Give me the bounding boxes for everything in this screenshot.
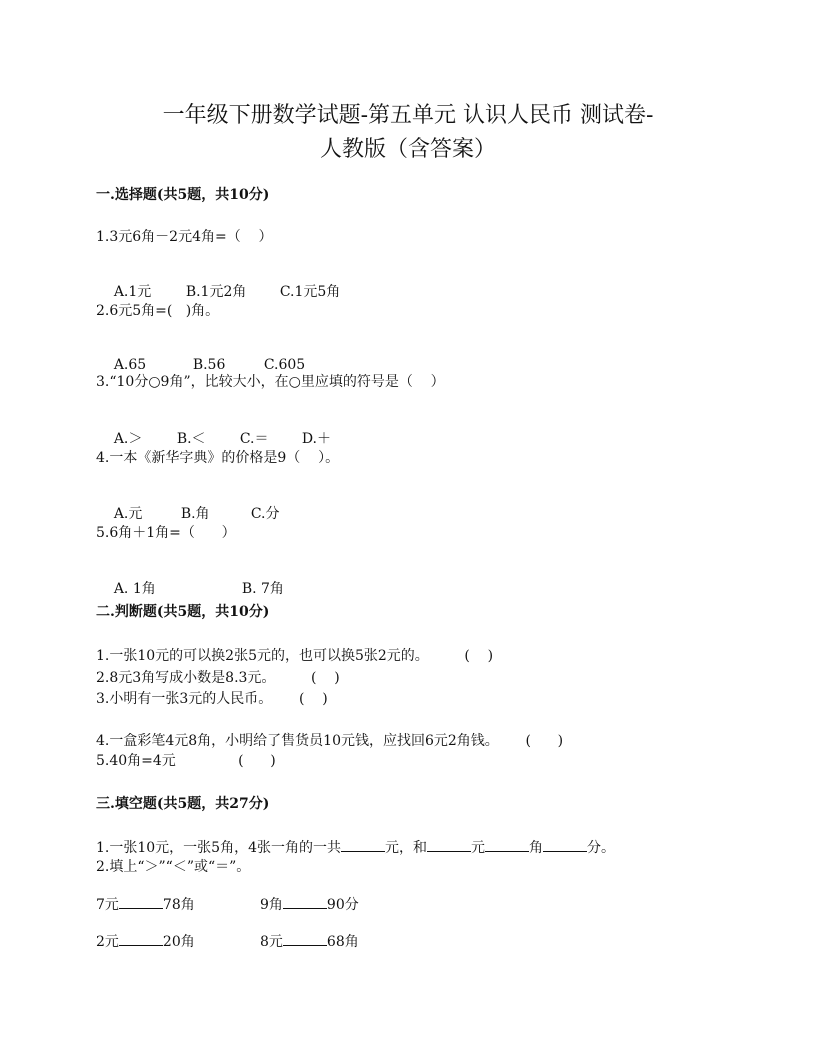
option: C.分 xyxy=(250,506,280,522)
compare-row xyxy=(96,895,359,914)
judgment-item: 4.一盒彩笔4元8角，小明给了售货员10元钱，应找回6元2角钱。 ( ) xyxy=(96,733,564,749)
fill-question xyxy=(96,838,615,857)
option: A.65 xyxy=(113,357,147,373)
question-text: 5.6角＋1角=（ ） xyxy=(96,525,236,541)
page-title-line-1: 一年级下册数学试题-第五单元 认识人民币 测试卷- xyxy=(162,103,654,128)
option: B.角 xyxy=(180,506,210,522)
judgment-item: 5.40角=4元 ( ) xyxy=(96,753,276,769)
judgment-item: 1.一张10元的可以换2张5元的，也可以换5张2元的。 ( ) xyxy=(96,648,494,664)
section-heading-choice: 一.选择题(共5题，共10分) xyxy=(96,187,270,203)
answer-blank xyxy=(543,838,587,852)
option: C.605 xyxy=(263,357,306,373)
answer-blank xyxy=(119,895,163,909)
section-heading-fill-in: 三.填空题(共5题，共27分) xyxy=(96,796,270,812)
answer-blank xyxy=(341,838,385,852)
option: D.＋ xyxy=(301,431,331,447)
question-text: 2.6元5角=( )角。 xyxy=(96,303,220,319)
fill-text: 分。 xyxy=(587,840,615,856)
compare-row xyxy=(96,932,359,951)
answer-blank xyxy=(485,838,529,852)
answer-blank xyxy=(427,838,471,852)
fill-text: 元 xyxy=(471,840,485,856)
option: A.元 xyxy=(113,506,143,522)
page-title-line-2: 人教版（含答案） xyxy=(319,137,496,162)
compare-item: 7元 78角 xyxy=(96,897,195,913)
question-text: 1.3元6角－2元4角=（ ） xyxy=(96,229,273,245)
option: A.＞ xyxy=(113,431,143,447)
judgment-item: 2.8元3角写成小数是8.3元。 ( ) xyxy=(96,670,340,686)
fill-text: 1.一张10元，一张5角，4张一角的一共 xyxy=(96,840,341,856)
option: A. 1角 xyxy=(113,581,156,597)
compare-item: 9角 90分 xyxy=(260,897,359,913)
compare-item: 8元 68角 xyxy=(260,934,359,950)
option: B.1元2角 xyxy=(185,284,247,300)
fill-text: 元，和 xyxy=(385,840,427,856)
answer-blank xyxy=(119,932,163,946)
fill-text: 角 xyxy=(529,840,543,856)
option: B.＜ xyxy=(176,431,206,447)
answer-blank xyxy=(283,932,327,946)
judgment-item: 3.小明有一张3元的人民币。 ( ) xyxy=(96,691,328,707)
option: B. 7角 xyxy=(241,581,284,597)
fill-question: 2.填上“＞”“＜”或“＝”。 xyxy=(96,859,251,875)
option: C.1元5角 xyxy=(279,284,341,300)
compare-item: 2元 20角 xyxy=(96,934,195,950)
option: A.1元 xyxy=(113,284,152,300)
option: B.56 xyxy=(192,357,226,373)
question-text: 4.一本《新华字典》的价格是9（ ）。 xyxy=(96,450,340,466)
answer-blank xyxy=(283,895,327,909)
question-text: 3.“10分○9角”，比较大小，在○里应填的符号是（ ） xyxy=(96,374,445,390)
option: C.＝ xyxy=(239,431,269,447)
section-heading-judgment: 二.判断题(共5题，共10分) xyxy=(96,604,270,620)
